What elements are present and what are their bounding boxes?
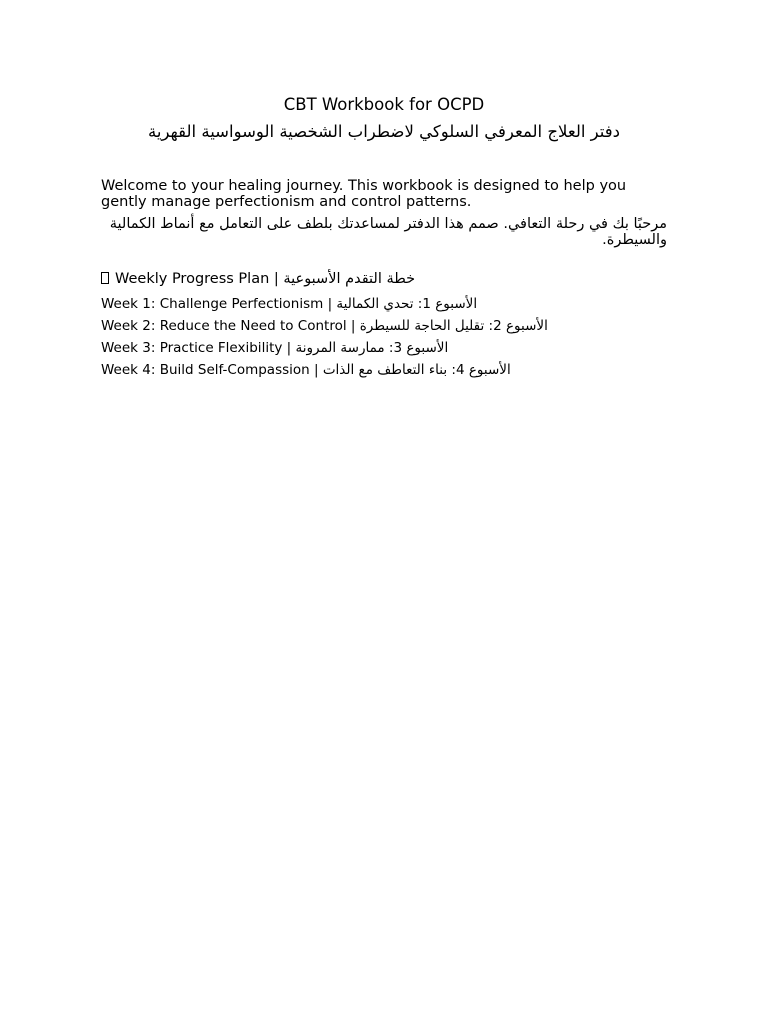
week-item-3: Week 3: Practice Flexibility | الأسبوع 3: ممارسة المرونة bbox=[101, 340, 449, 356]
weekly-plan-heading-text: Weekly Progress Plan | خطة التقدم الأسبوعية bbox=[115, 271, 416, 287]
intro-paragraph-arabic: مرحبًا بك في رحلة التعافي. صمم هذا الدفتر لمساعدتك بلطف على التعامل مع أنماط الكمالية والسيطرة. bbox=[109, 216, 667, 248]
week-item-1: Week 1: Challenge Perfectionism | الأسبوع 1: تحدي الكمالية bbox=[101, 296, 478, 312]
calendar-icon bbox=[101, 272, 109, 284]
week-item-2: Week 2: Reduce the Need to Control | الأسبوع 2: تقليل الحاجة للسيطرة bbox=[101, 318, 548, 334]
week-list bbox=[101, 293, 548, 381]
document-title: CBT Workbook for OCPD bbox=[283, 95, 485, 114]
weekly-plan-heading bbox=[101, 270, 415, 288]
intro-paragraph-english: Welcome to your healing journey. This workbook is designed to help you gently manage perfectionism and control patterns. bbox=[101, 178, 627, 210]
week-item-4: Week 4: Build Self-Compassion | الأسبوع 4: بناء التعاطف مع الذات bbox=[101, 362, 511, 378]
document-title-arabic: دفتر العلاج المعرفي السلوكي لاضطراب الشخصية الوسواسية القهرية bbox=[148, 122, 620, 141]
